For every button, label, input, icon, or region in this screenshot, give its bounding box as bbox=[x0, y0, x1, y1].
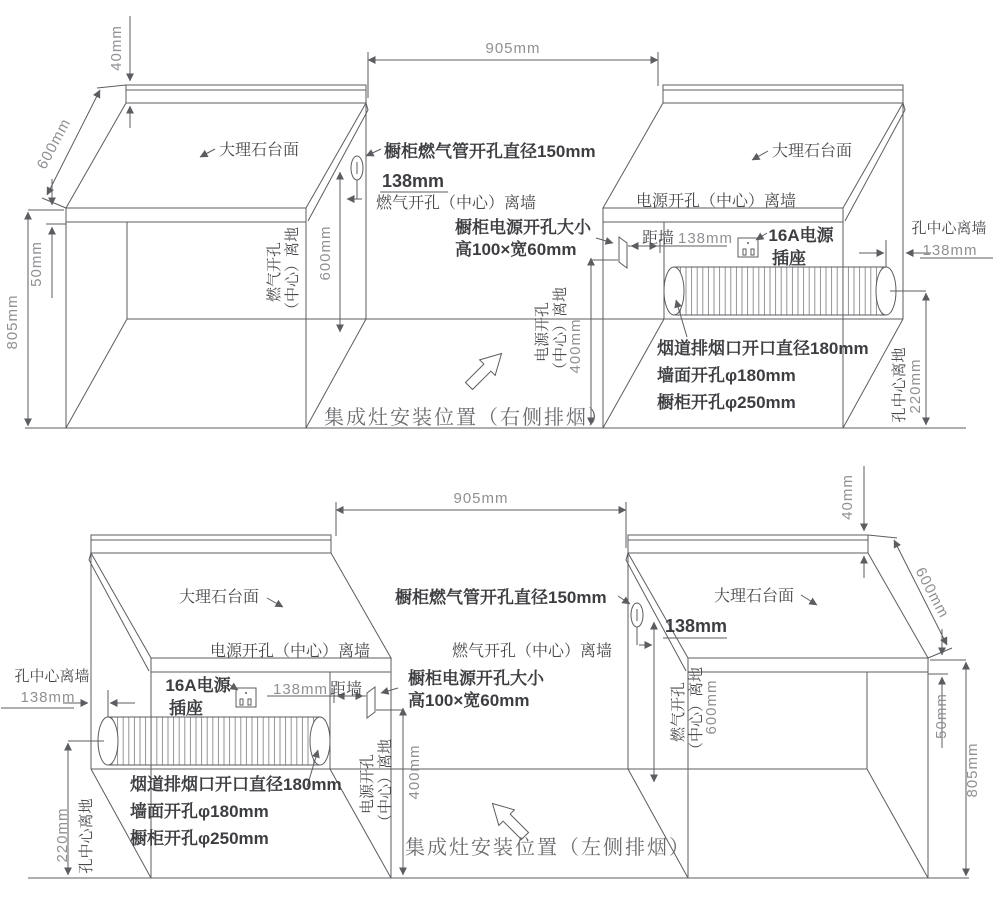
gas-floor-value: 600mm bbox=[317, 225, 334, 281]
gas-pipe-hole-label: 橱柜燃气管开孔直径150mm bbox=[384, 142, 596, 161]
dim-height-label: 805mm bbox=[4, 294, 21, 350]
marble-label-right: 大理石台面 bbox=[771, 143, 853, 160]
dist-wall-value: 138mm bbox=[678, 230, 734, 247]
power-size-label-2: 高100×宽60mm bbox=[408, 691, 530, 710]
gas-pipe-hole-label: 橱柜燃气管开孔直径150mm bbox=[395, 588, 607, 607]
gas-offset-value: 138mm bbox=[381, 171, 445, 191]
marble-label-right: 大理石台面 bbox=[713, 588, 795, 605]
socket-label-2: 插座 bbox=[772, 249, 806, 268]
socket-label-1: 16A电源 bbox=[768, 226, 834, 245]
hole-floor-value: 220mm bbox=[54, 807, 71, 863]
gas-hole-wall-label: 燃气开孔（中心）离墙 bbox=[451, 643, 613, 660]
power-size-label-1: 橱柜电源开孔大小 bbox=[455, 218, 591, 237]
gas-offset-value: 138mm bbox=[664, 616, 728, 636]
power-floor-value: 400mm bbox=[567, 318, 584, 374]
caption-bottom: 集成灶安装位置（左侧排烟） bbox=[405, 837, 691, 859]
hole-floor-label: 孔中心离地 bbox=[891, 347, 908, 423]
gas-floor-value: 600mm bbox=[703, 679, 720, 735]
socket-label-2: 插座 bbox=[169, 699, 203, 718]
dim-edge-label: 50mm bbox=[28, 241, 45, 287]
hole-wall-value: 138mm bbox=[20, 689, 76, 706]
dist-wall-value: 138mm bbox=[273, 681, 329, 698]
power-hole-wall-label: 电源开孔（中心）离墙 bbox=[209, 643, 371, 660]
caption-top: 集成灶安装位置（右侧排烟） bbox=[324, 407, 610, 429]
power-floor-label: 电源开孔（中心）离地 bbox=[359, 738, 394, 830]
dim-gap-label: 905mm bbox=[485, 40, 541, 57]
dim-edge-label: 50mm bbox=[933, 693, 950, 739]
duct-label-3: 橱柜开孔φ250mm bbox=[130, 829, 269, 848]
hole-floor-label: 孔中心离地 bbox=[78, 798, 95, 874]
marble-label-left: 大理石台面 bbox=[178, 589, 260, 606]
marble-label-left: 大理石台面 bbox=[218, 142, 300, 159]
power-hole-wall-label: 电源开孔（中心）离墙 bbox=[635, 193, 797, 210]
hole-wall-value: 138mm bbox=[922, 242, 978, 259]
duct-label-1: 烟道排烟口开口直径180mm bbox=[657, 339, 869, 358]
power-floor-value: 400mm bbox=[406, 744, 423, 800]
power-size-label-2: 高100×宽60mm bbox=[455, 240, 577, 259]
duct-label-1: 烟道排烟口开口直径180mm bbox=[130, 775, 342, 794]
duct-label-3: 橱柜开孔φ250mm bbox=[657, 393, 796, 412]
power-size-label-1: 橱柜电源开孔大小 bbox=[408, 669, 544, 688]
dim-depth-label: 600mm bbox=[911, 564, 953, 622]
hole-wall-label: 孔中心离墙 bbox=[911, 220, 987, 237]
top-diagram bbox=[4, 16, 993, 429]
hole-wall-label: 孔中心离墙 bbox=[14, 668, 90, 685]
gas-floor-label: 燃气开孔（中心）离地 bbox=[670, 666, 705, 758]
dim-gap-label: 905mm bbox=[453, 490, 509, 507]
dim-height-label: 805mm bbox=[964, 742, 981, 798]
bottom-diagram bbox=[1, 466, 981, 878]
gas-floor-label: 燃气开孔（中心）离地 bbox=[266, 226, 301, 318]
hole-floor-value: 220mm bbox=[907, 358, 924, 414]
duct-label-2: 墙面开孔φ180mm bbox=[657, 366, 796, 385]
gas-hole-wall-label: 燃气开孔（中心）离墙 bbox=[375, 195, 537, 212]
dim-backsplash-label: 40mm bbox=[839, 474, 856, 520]
duct-label-2: 墙面开孔φ180mm bbox=[130, 802, 269, 821]
dim-depth-label: 600mm bbox=[33, 115, 75, 173]
socket-label-1: 16A电源 bbox=[165, 676, 231, 695]
dist-wall-label: 距墙 bbox=[330, 681, 363, 698]
dim-backsplash-label: 40mm bbox=[108, 25, 125, 71]
dist-wall-label: 距墙 bbox=[642, 230, 675, 247]
power-floor-label: 电源开孔（中心）离地 bbox=[534, 286, 569, 378]
